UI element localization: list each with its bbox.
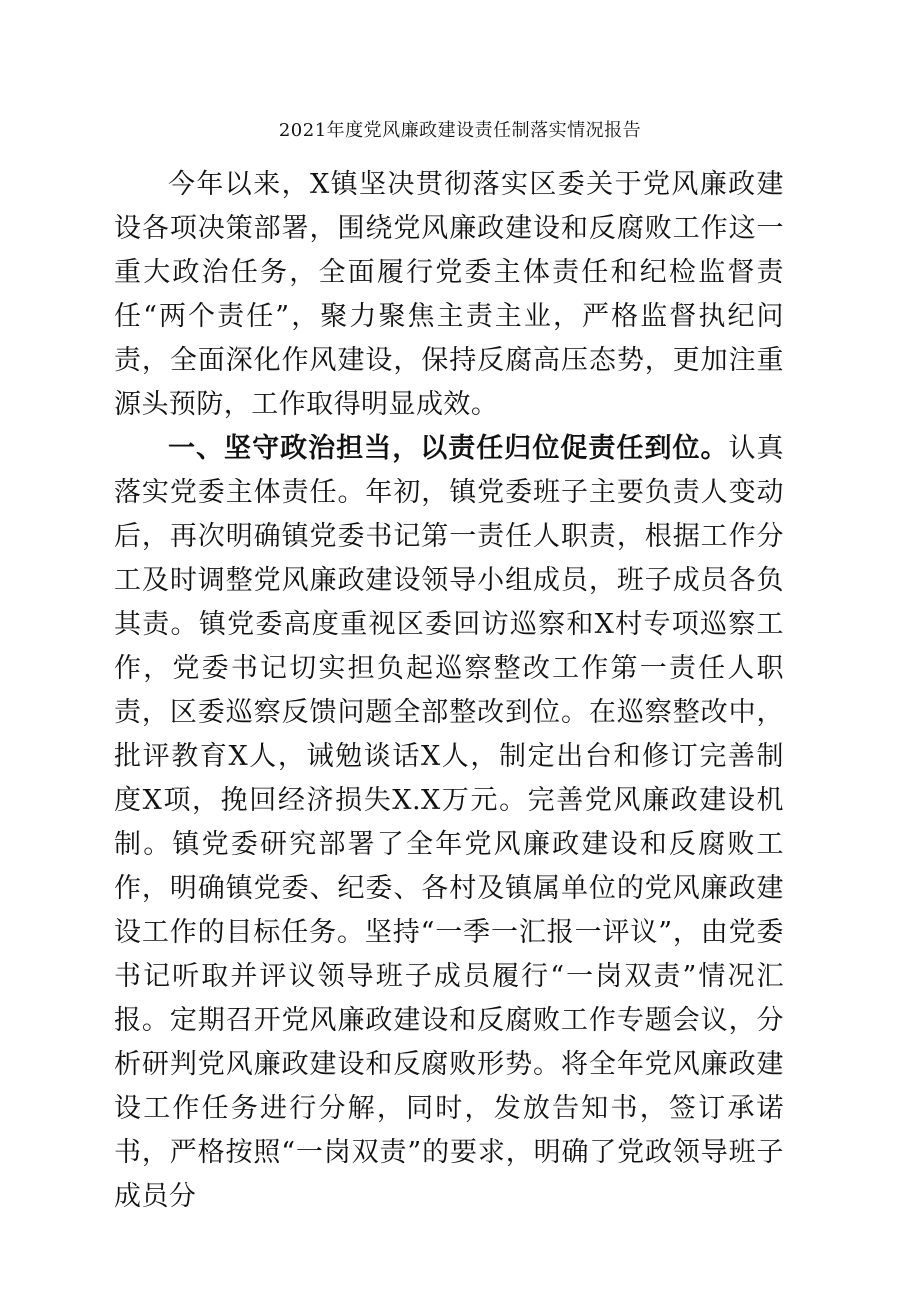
- document-title: 2021年度党风廉政建设责任制落实情况报告: [278, 120, 642, 141]
- intro-paragraph: [114, 163, 784, 427]
- section-one-heading: 一、坚守政治担当，以责任归位促责任到位。: [168, 433, 729, 464]
- document-body: [114, 163, 784, 1219]
- intro-paragraph-text: 今年以来，X镇坚决贯彻落实区委关于党风廉政建设各项决策部署，围绕党风廉政建设和反腐败工作这一重大政治任务，全面履行党委主体责任和纪检监督责任“两个责任”，聚力聚焦主责主业，严格监督执纪问责，全面深化作风建设，保持反腐高压态势，更加注重源头预防，工作取得明显成效。: [114, 169, 784, 420]
- section-one-text: 认真落实党委主体责任。年初，镇党委班子主要负责人变动后，再次明确镇党委书记第一责任人职责，根据工作分工及时调整党风廉政建设领导小组成员，班子成员各负其责。镇党委高度重视区委回访巡察和X村专项巡察工作，党委书记切实担负起巡察整改工作第一责任人职责，区委巡察反馈问题全部整改到位。在巡察整改中，批评教育X人，诫勉谈话X人，制定出台和修订完善制度X项，挽回经济损失X.X万元。完善党风廉政建设机制。镇党委研究部署了全年党风廉政建设和反腐败工作，明确镇党委、纪委、各村及镇属单位的党风廉政建设工作的目标任务。坚持“一季一汇报一评议”，由党委书记听取并评议领导班子成员履行“一岗双责”情况汇报。定期召开党风廉政建设和反腐败工作专题会议，分析研判党风廉政建设和反腐败形势。将全年党风廉政建设工作任务进行分解，同时，发放告知书，签订承诺书，严格按照“一岗双责”的要求，明确了党政领导班子成员分: [114, 433, 785, 1212]
- section-one-paragraph: [114, 427, 784, 1219]
